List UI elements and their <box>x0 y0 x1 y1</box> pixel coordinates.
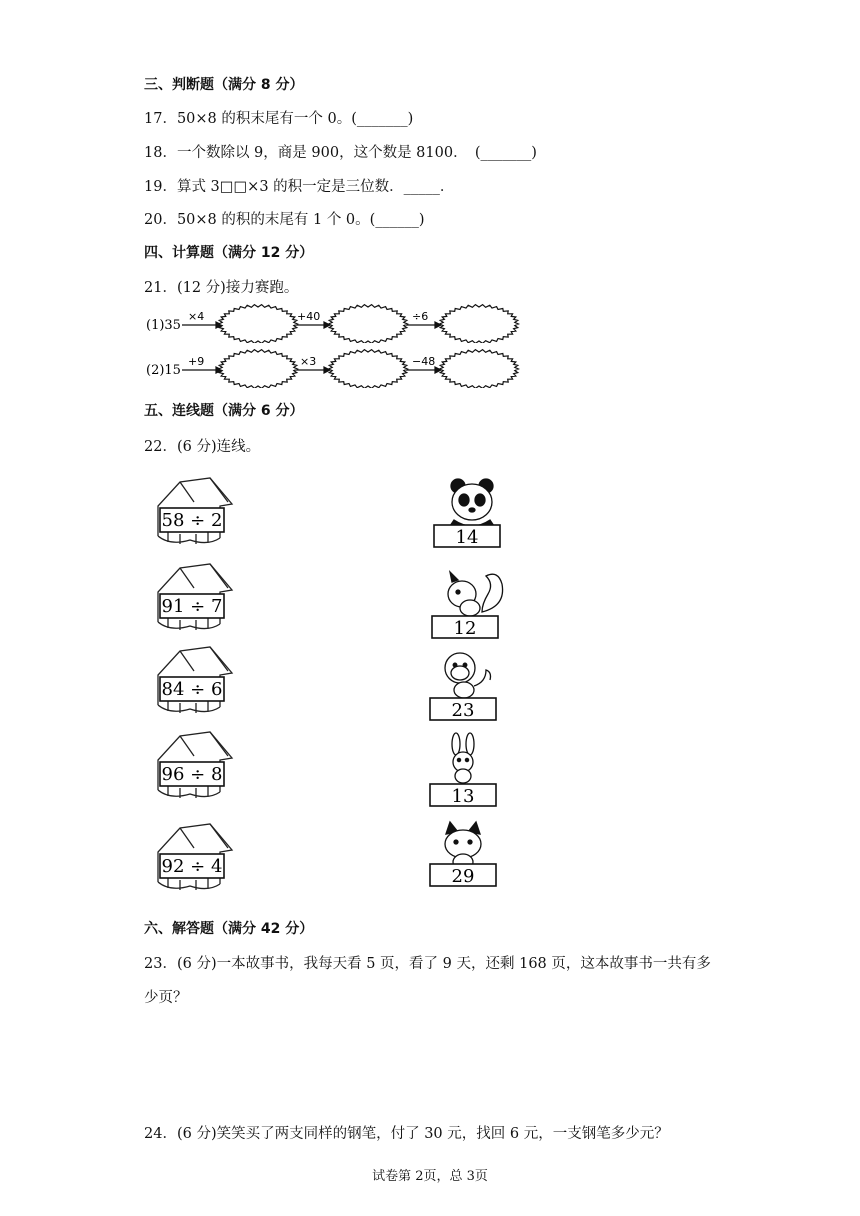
page-footer: 试卷第 2页，总 3页 <box>372 1169 488 1184</box>
house-expression: 96 ÷ 8 <box>161 764 223 785</box>
relay-chain-1 <box>144 303 534 343</box>
animal-number: 29 <box>451 866 475 887</box>
section-title-judge: 三、判断题（满分 8 分） <box>144 77 304 93</box>
question-24: 24．(6 分)笑笑买了两支同样的钢笔，付了 30 元，找回 6 元，一支钢笔多少元？ <box>144 1126 669 1142</box>
question-21: 21．(12 分)接力赛跑。 <box>144 280 299 296</box>
op-3: −48 <box>412 355 436 368</box>
chain-start-label: (1)35 <box>146 318 181 333</box>
relay-chain-2-graphic <box>144 348 534 388</box>
question-17: 17．50×8 的积末尾有一个 0。(_______) <box>144 111 414 127</box>
cat-icon <box>445 822 481 870</box>
relay-chain-1-graphic <box>144 303 534 343</box>
house-expression: 92 ÷ 4 <box>161 856 223 877</box>
op-3: ÷6 <box>412 310 429 323</box>
answer-burst-3[interactable] <box>440 350 519 388</box>
house-card-5[interactable] <box>150 822 242 894</box>
question-22: 22．(6 分)连线。 <box>144 439 261 455</box>
animal-card-monkey[interactable] <box>424 646 524 722</box>
section-title-calc: 四、计算题（满分 12 分） <box>144 245 314 261</box>
animal-number: 23 <box>451 700 475 721</box>
animal-number: 12 <box>453 618 477 639</box>
house-card-1[interactable] <box>150 476 242 548</box>
monkey-icon <box>445 653 491 698</box>
answer-burst-2[interactable] <box>329 350 408 388</box>
op-2: +40 <box>297 310 321 323</box>
question-23-line2: 少页？ <box>144 990 188 1006</box>
house-card-3[interactable] <box>150 645 242 717</box>
op-1: +9 <box>188 355 205 368</box>
chain-start-label: (2)15 <box>146 363 181 378</box>
animal-card-panda[interactable] <box>424 476 524 552</box>
answer-burst-2[interactable] <box>329 305 408 343</box>
question-18: 18．一个数除以 9，商是 900，这个数是 8100． (_______) <box>144 145 537 161</box>
section-title-solve: 六、解答题（满分 42 分） <box>144 921 314 937</box>
question-20: 20．50×8 的积的末尾有 1 个 0。(______) <box>144 212 425 228</box>
house-card-2[interactable] <box>150 562 242 634</box>
animal-number: 13 <box>451 786 475 807</box>
house-card-4[interactable] <box>150 730 242 802</box>
answer-burst-1[interactable] <box>219 350 298 388</box>
animal-card-squirrel[interactable] <box>424 566 524 642</box>
house-expression: 84 ÷ 6 <box>161 679 223 700</box>
answer-burst-3[interactable] <box>440 305 519 343</box>
op-1: ×4 <box>188 310 205 323</box>
house-expression: 58 ÷ 2 <box>161 510 223 531</box>
question-19: 19．算式 3□□×3 的积一定是三位数．_____． <box>144 179 455 195</box>
house-expression: 91 ÷ 7 <box>161 596 223 617</box>
answer-burst-1[interactable] <box>219 305 298 343</box>
op-2: ×3 <box>300 355 317 368</box>
relay-chain-2 <box>144 348 534 388</box>
animal-card-cat[interactable] <box>424 820 524 896</box>
squirrel-icon <box>448 572 503 616</box>
panda-icon <box>450 479 494 526</box>
animal-card-rabbit[interactable] <box>424 732 524 808</box>
question-23-line1: 23．(6 分)一本故事书，我每天看 5 页，看了 9 天，还剩 168 页，这本故事书一共有多 <box>144 956 711 972</box>
section-title-match: 五、连线题（满分 6 分） <box>144 403 304 419</box>
rabbit-icon <box>452 733 474 783</box>
animal-number: 14 <box>455 527 479 548</box>
